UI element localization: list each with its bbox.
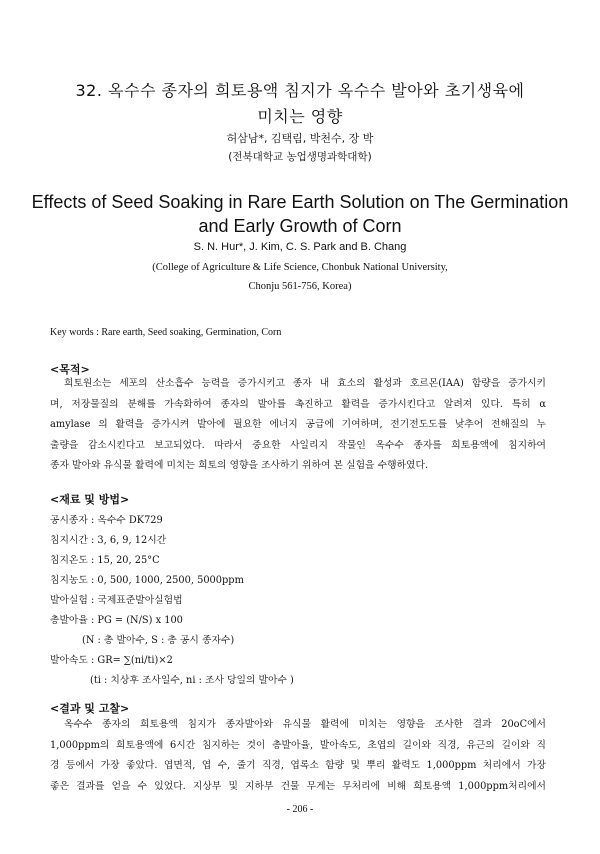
section-heading-results: <결과 및 고찰> [50, 702, 130, 715]
results-paragraph [50, 715, 546, 797]
text-line: 출량을 감소시킨다고 보고되었다. 따라서 중요한 사일리지 작물인 옥수수 종자를 희토용액에 침지하여 [50, 439, 546, 451]
english-authors: S. N. Hur*, J. Kim, C. S. Park and B. Chang [193, 241, 407, 253]
method-line: (ti : 치상후 조사일수, ni : 조사 당일의 발아수 ) [90, 675, 294, 686]
english-title-line-2: and Early Growth of Corn [198, 216, 402, 236]
korean-title-line-2: 미치는 영향 [257, 107, 343, 126]
page-number: - 206 - [286, 804, 314, 815]
text-line: 희토원소는 세포의 산소흡수 능력을 증가시키고 종자 내 효소의 활성과 호르몬(IAA) 함량을 증가시키 [64, 378, 546, 389]
purpose-paragraph [50, 374, 546, 477]
text-line: 종자 발아와 유식물 활력에 미치는 희토의 영향을 조사하기 위하여 본 실험을 수행하였다. [50, 460, 429, 471]
method-line: 총발아율 : PG = (N/S) x 100 [50, 615, 183, 626]
section-heading-purpose: <목적> [50, 363, 90, 376]
method-line: 침지농도 : 0, 500, 1000, 2500, 5000ppm [50, 575, 244, 586]
text-line: amylase 의 활력을 증가시켜 발아에 필요한 에너지 공급에 기여하며, 전기전도도를 낮추어 전해질의 누 [50, 419, 546, 430]
keywords: Key words : Rare earth, Seed soaking, Germination, Corn [50, 327, 282, 338]
method-line: 공시종자 : 옥수수 DK729 [50, 515, 163, 526]
section-heading-methods: <재료 및 방법> [50, 493, 130, 506]
korean-authors: 허삼남*, 김택림, 박천수, 장 박 [226, 132, 374, 145]
korean-title-line-1: 32. 옥수수 종자의 희토용액 침지가 옥수수 발아와 초기생육에 [75, 81, 525, 100]
english-title-line-1: Effects of Seed Soaking in Rare Earth Solution on The Germination [31, 192, 569, 212]
english-affiliation-line-1: (College of Agriculture & Life Science, Chonbuk National University, [152, 262, 448, 273]
method-line: 침지시간 : 3, 6, 9, 12시간 [50, 535, 167, 546]
method-line: (N : 총 발아수, S : 총 공시 종자수) [82, 635, 235, 646]
method-line: 침지온도 : 15, 20, 25°C [50, 555, 160, 566]
korean-affiliation: (전북대학교 농업생명과학대학) [228, 151, 372, 163]
method-line: 발아실험 : 국제표준발아실험법 [50, 595, 183, 606]
text-line: 1,000ppm의 희토용액에 6시간 침지하는 것이 총발아율, 발아속도, 초엽의 길이와 직경, 유근의 길이와 직 [50, 739, 546, 751]
text-line: 며, 저장물질의 분해를 가속화하여 종자의 발아를 촉진하고 활력을 증가시킨다고 알려져 있다. 특히 α [50, 398, 546, 410]
method-line: 발아속도 : GR= ∑(ni/ti)×2 [50, 655, 173, 666]
text-line: 좋은 결과를 얻을 수 있었다. 지상부 및 지하부 건물 무게는 무처리에 비해 희토용액 1,000ppm처리에서 [50, 780, 546, 792]
english-affiliation-line-2: Chonju 561-756, Korea) [248, 281, 352, 292]
text-line: 경 등에서 가장 좋았다. 엽면적, 엽 수, 줄기 직경, 엽록소 함량 및 뿌리 활력도 1,000ppm 처리에서 가장 [50, 760, 546, 771]
text-line: 옥수수 종자의 희토용액 침지가 종자발아와 유식물 활력에 미치는 영향을 조사한 결과 20oC에서 [64, 719, 546, 730]
